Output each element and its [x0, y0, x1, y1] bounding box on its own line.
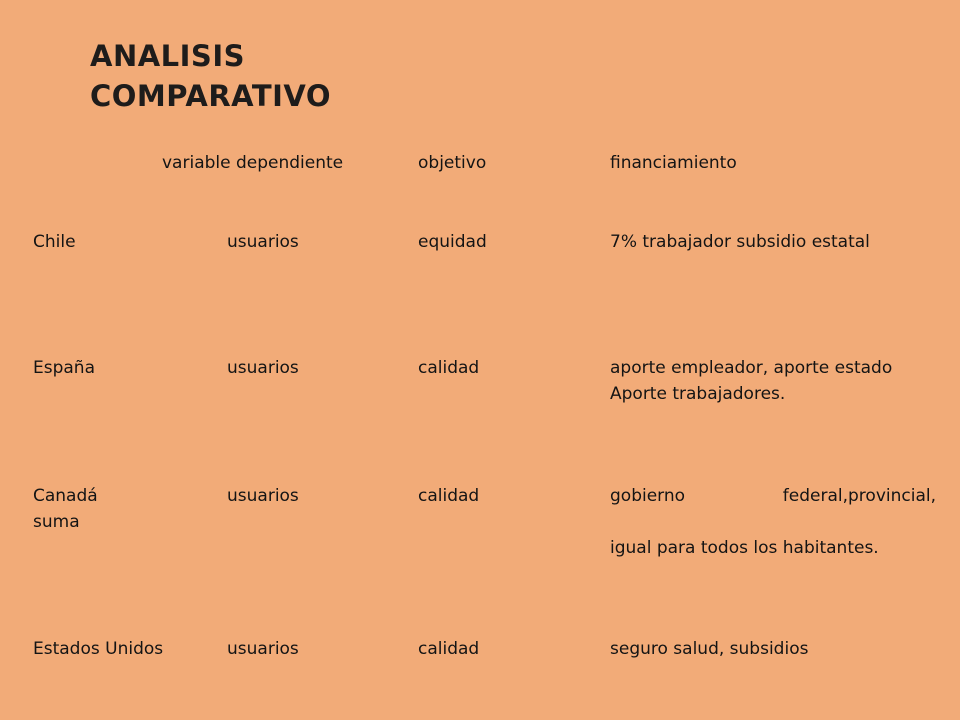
row-espana-financing-line-1: aporte empleador, aporte estado [610, 358, 893, 378]
row-estados-unidos-variable: usuarios [227, 639, 299, 659]
row-estados-unidos-financing: seguro salud, subsidios [610, 639, 809, 659]
row-chile-country: Chile [33, 232, 76, 252]
row-espana-country: España [33, 358, 95, 378]
row-estados-unidos-objective: calidad [418, 639, 480, 659]
row-canada-financing-part-1: gobierno [610, 486, 686, 506]
row-espana-variable: usuarios [227, 358, 299, 378]
row-espana-objective: calidad [418, 358, 480, 378]
row-canada-objective: calidad [418, 486, 480, 506]
title-line-2: COMPARATIVO [90, 79, 332, 113]
title-line-1: ANALISIS [90, 39, 245, 73]
row-chile-variable: usuarios [227, 232, 299, 252]
row-espana-financing-line-2: Aporte trabajadores. [610, 384, 786, 404]
row-canada-financing-line-1 [610, 483, 936, 509]
row-canada-country: Canadá [33, 486, 98, 506]
header-financiamiento: financiamiento [610, 153, 737, 173]
row-canada-country-extra: suma [33, 512, 80, 532]
row-chile-objective: equidad [418, 232, 487, 252]
row-chile-financing: 7% trabajador subsidio estatal [610, 232, 870, 252]
row-canada-financing-part-2: federal,provincial, [782, 486, 936, 506]
row-canada-variable: usuarios [227, 486, 299, 506]
row-espana-financing [610, 355, 936, 407]
header-variable-dependiente: variable dependiente [162, 153, 344, 173]
header-objetivo: objetivo [418, 153, 487, 173]
slide-title [90, 36, 331, 116]
row-estados-unidos-country: Estados Unidos [33, 639, 164, 659]
row-canada-financing [610, 483, 936, 561]
row-canada-financing-line-2: igual para todos los habitantes. [610, 538, 879, 558]
